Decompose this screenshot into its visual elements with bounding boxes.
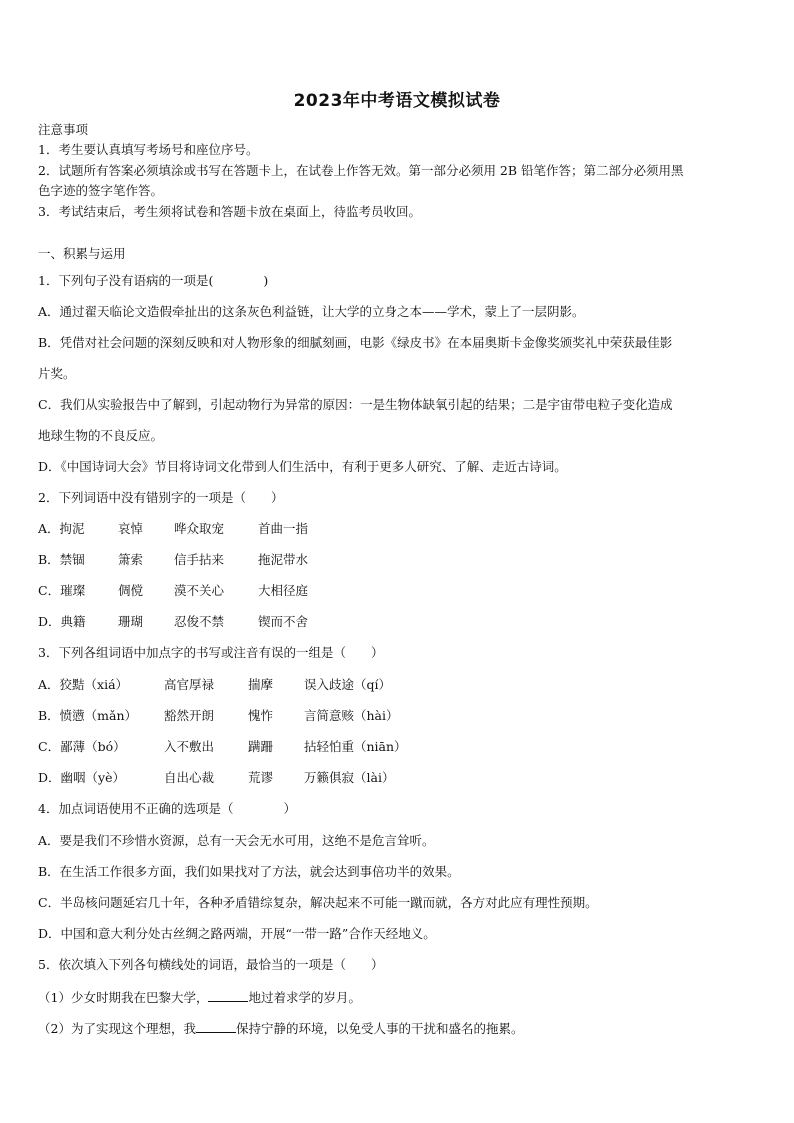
option-word: 忍俊不禁 [174, 614, 225, 629]
option-a: A．要是我们不珍惜水资源，总有一天会无水可用，这绝不是危言耸听。 [38, 833, 435, 848]
option-b: B．禁锢 [38, 552, 85, 567]
section-heading: 一、积累与运用 [38, 246, 126, 261]
notice-item: 1．考生要认真填写考场号和座位序号。 [38, 142, 259, 157]
option-word: 哗众取宠 [174, 521, 225, 536]
sentence-text: 地过着求学的岁月。 [248, 990, 361, 1005]
option-word: 首曲一指 [258, 521, 309, 536]
option-a: A．狡黠（xiá） [38, 677, 129, 692]
option-word: 言简意赅（hài） [304, 708, 399, 723]
option-d: D．《中国诗词大会》节目将诗词文化带到人们生活中，有利于更多人研究、了解、走近古诗词。 [38, 459, 567, 474]
option-word: 愧怍 [248, 708, 274, 723]
option-word: 豁然开朗 [164, 708, 215, 723]
question-stem: 3．下列各组词语中加点字的书写或注音有误的一组是（ ） [38, 645, 384, 660]
option-word: 入不敷出 [164, 739, 215, 754]
option-word: 拖泥带水 [258, 552, 309, 567]
notice-heading: 注意事项 [38, 122, 89, 137]
option-b: B．在生活工作很多方面，我们如果找对了方法，就会达到事倍功半的效果。 [38, 864, 460, 879]
option-word: 倜傥 [118, 583, 144, 598]
sentence-text: （2）为了实现这个理想，我 [38, 1021, 196, 1036]
option-c: C．鄙薄（bó） [38, 739, 126, 754]
fill-blank [208, 989, 248, 1002]
notice-item: 2．试题所有答案必须填涂或书写在答题卡上，在试卷上作答无效。第一部分必须用 2B 铅笔作答；第二部分必须用黑 [38, 163, 684, 178]
option-word: 大相径庭 [258, 583, 309, 598]
option-c-continued: 地球生物的不良反应。 [38, 428, 164, 443]
option-word: 锲而不舍 [258, 614, 309, 629]
option-word: 高官厚禄 [164, 677, 215, 692]
option-c: C．璀璨 [38, 583, 86, 598]
option-c: C．半岛核问题延宕几十年，各种矛盾错综复杂，解决起来不可能一蹴而就，各方对此应有理性预期。 [38, 895, 598, 910]
question-stem: 5．依次填入下列各句横线处的词语，最恰当的一项是（ ） [38, 957, 384, 972]
option-d: D．中国和意大利分处古丝绸之路两端，开展“一带一路”合作天经地义。 [38, 926, 436, 941]
fill-blank [196, 1020, 236, 1033]
option-a: A．通过翟天临论文造假牵扯出的这条灰色利益链，让大学的立身之本——学术，蒙上了一层阴影。 [38, 304, 585, 319]
option-d: D．典籍 [38, 614, 86, 629]
sentence-2 [38, 1020, 523, 1037]
question-stem: 4．加点词语使用不正确的选项是（ ） [38, 801, 296, 816]
option-b: B．愤懑（mǎn） [38, 708, 138, 723]
notice-item: 3．考试结束后，考生须将试卷和答题卡放在桌面上，待监考员收回。 [38, 204, 421, 219]
question-stem: 1．下列句子没有语病的一项是( ) [38, 273, 269, 288]
option-word: 漠不关心 [174, 583, 225, 598]
option-word: 珊瑚 [118, 614, 144, 629]
option-word: 蹒跚 [248, 739, 274, 754]
question-stem: 2．下列词语中没有错别字的一项是（ ） [38, 490, 284, 505]
option-c: C．我们从实验报告中了解到，引起动物行为异常的原因：一是生物体缺氧引起的结果；二是宇宙带电粒子变化造成 [38, 397, 673, 412]
option-word: 误入歧途（qí） [304, 677, 391, 692]
option-b: B．凭借对社会问题的深刻反映和对人物形象的细腻刻画，电影《绿皮书》在本届奥斯卡金像奖颁奖礼中荣获最佳影 [38, 335, 673, 350]
option-word: 荒谬 [248, 770, 274, 785]
option-a: A．拘泥 [38, 521, 85, 536]
sentence-text: （1）少女时期我在巴黎大学， [38, 990, 209, 1005]
option-word: 箫索 [118, 552, 144, 567]
option-word: 拈轻怕重（niān） [304, 739, 407, 754]
notice-item: 色字迹的签字笔作答。 [38, 183, 164, 198]
option-d: D．幽咽（yè） [38, 770, 125, 785]
option-word: 自出心裁 [164, 770, 215, 785]
sentence-text: 保持宁静的环境，以免受人事的干扰和盛名的拖累。 [235, 1021, 524, 1036]
option-word: 哀悼 [118, 521, 144, 536]
option-b-continued: 片奖。 [38, 366, 76, 381]
page-title: 2023年中考语文模拟试卷 [293, 91, 501, 111]
option-word: 信手拈来 [174, 552, 225, 567]
sentence-1 [38, 989, 361, 1006]
option-word: 万籁俱寂（lài） [304, 770, 395, 785]
option-word: 揣摩 [248, 677, 274, 692]
